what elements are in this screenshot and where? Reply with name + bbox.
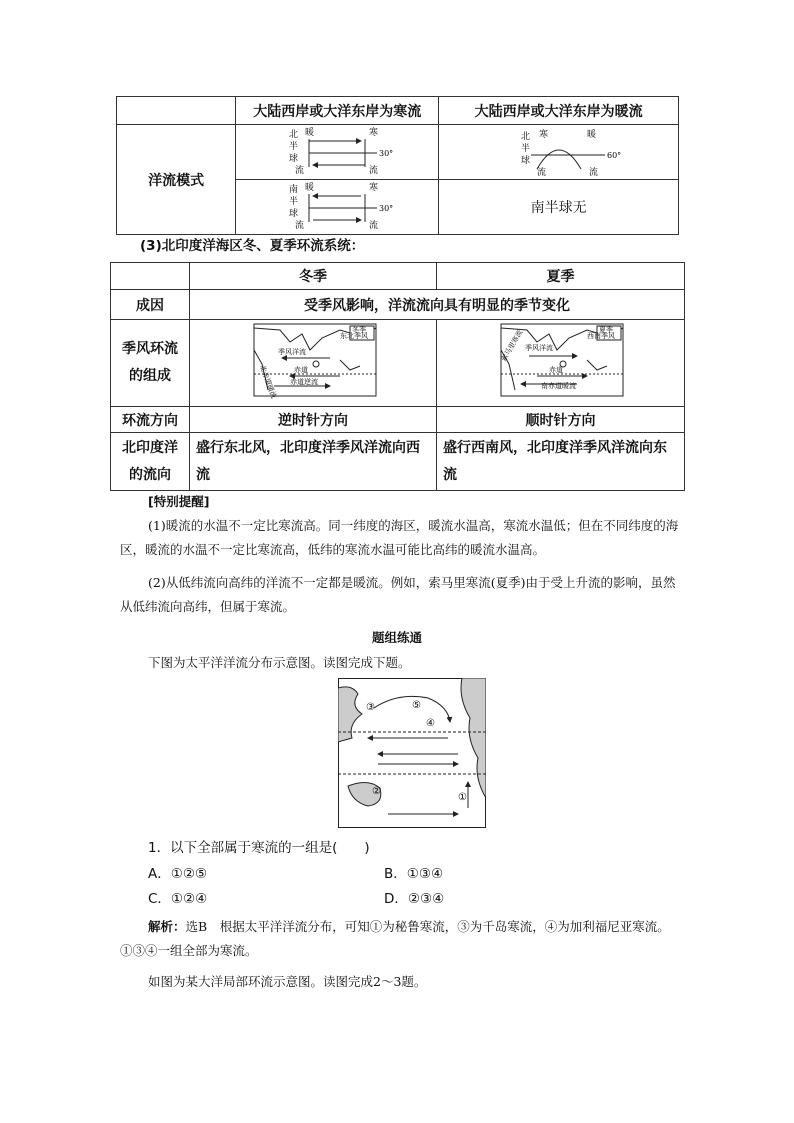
svg-text:寒: 寒 [369, 183, 379, 193]
north-label-1: 北 [289, 130, 299, 140]
svg-text:北: 北 [520, 132, 530, 142]
svg-text:南: 南 [289, 185, 299, 195]
svg-text:暖: 暖 [305, 183, 315, 193]
svg-text:流: 流 [295, 166, 305, 176]
table1-row-label: 洋流模式 [117, 125, 236, 235]
row-composition-label: 季风环流的组成 [111, 320, 190, 407]
map-num-3: ③ [366, 702, 375, 713]
col-summer: 夏季 [437, 263, 685, 290]
svg-text:球: 球 [289, 154, 299, 164]
svg-text:半: 半 [289, 142, 299, 152]
map-num-2: ② [372, 786, 381, 797]
svg-text:流: 流 [369, 221, 379, 231]
svg-text:30°: 30° [379, 149, 394, 158]
q1-stem: 1．以下全部属于寒流的一组是( ) [148, 840, 370, 856]
practice-title: 题组练通 [371, 630, 422, 645]
practice-intro: 下图为太平洋洋流分布示意图。读图完成下题。 [148, 655, 411, 670]
reminder-p2: (2)从低纬流向高纬的洋流不一定都是暖流。例如，索马里寒流(夏季)由于受上升流的影响，虽然从低纬流向高纬，但属于寒流。 [120, 575, 676, 614]
q1-analysis [120, 915, 680, 963]
north-warm-pattern-diagram [439, 125, 679, 180]
svg-text:暖: 暖 [305, 128, 315, 138]
q1-option-d[interactable]: D．②③④ [384, 891, 445, 907]
winter-monsoon-map [190, 320, 437, 407]
summer-monsoon-map [437, 320, 685, 407]
row-cause-label: 成因 [111, 290, 190, 320]
row-flow-label: 北印度洋的流向 [111, 433, 190, 491]
svg-text:球: 球 [520, 156, 530, 166]
svg-text:夏季: 夏季 [599, 326, 613, 334]
svg-text:南赤道暖流: 南赤道暖流 [541, 382, 576, 390]
svg-text:半: 半 [289, 197, 299, 207]
north-cold-pattern-diagram [236, 125, 439, 180]
svg-text:赤道逆流: 赤道逆流 [290, 378, 318, 386]
svg-text:寒: 寒 [369, 128, 379, 138]
svg-text:暖: 暖 [586, 130, 596, 140]
summer-direction: 顺时针方向 [437, 407, 685, 433]
svg-text:球: 球 [289, 209, 299, 219]
q1-option-a[interactable]: A．①②⑤ [148, 866, 208, 882]
reminder-p1: (1)暖流的水温不一定比寒流高。同一纬度的海区，暖流水温高，寒流水温低；但在不同纬度的海区，暖流的水温不一定比寒流高，低纬的寒流水温可能比高纬的暖流水温高。 [120, 518, 679, 557]
pacific-currents-map [338, 678, 486, 828]
svg-text:冬季: 冬季 [352, 326, 366, 334]
winter-flow: 盛行东北风，北印度洋季风洋流向西流 [190, 433, 437, 491]
analysis-text: 选B 根据太平洋洋流分布，可知①为秘鲁寒流，③为千岛寒流，④为加利福尼亚寒流。①③④一组全部为寒流。 [120, 919, 670, 958]
svg-text:赤道: 赤道 [549, 366, 563, 374]
reminder-title: [特别提醒] [148, 494, 210, 509]
row-direction-label: 环流方向 [111, 407, 190, 433]
svg-text:北赤道暖流: 北赤道暖流 [258, 363, 278, 400]
svg-text:60°: 60° [606, 151, 621, 160]
summer-flow: 盛行西南风，北印度洋季风洋流向东流 [437, 433, 685, 491]
south-cold-pattern-diagram [236, 180, 439, 235]
q1-option-b[interactable]: B．①③④ [384, 866, 444, 882]
analysis-label: 解析： [148, 919, 186, 934]
svg-text:流: 流 [369, 166, 379, 176]
winter-direction: 逆时针方向 [190, 407, 437, 433]
indian-ocean-table [110, 262, 685, 491]
south-none-cell: 南半球无 [439, 180, 679, 235]
current-pattern-table [116, 96, 679, 235]
svg-text:季风洋流: 季风洋流 [525, 344, 553, 352]
section3-title: (3)北印度洋海区冬、夏季环流系统： [140, 238, 365, 254]
map-num-5: ⑤ [412, 700, 421, 711]
table1-corner [117, 97, 236, 125]
q1-option-c[interactable]: C．①②④ [148, 891, 208, 907]
svg-text:索马里寒流: 索马里寒流 [499, 328, 525, 363]
svg-text:30°: 30° [379, 204, 394, 213]
svg-text:东北季风: 东北季风 [340, 332, 368, 340]
map-num-4: ④ [426, 718, 435, 729]
svg-text:流: 流 [295, 221, 305, 231]
svg-text:季风洋流: 季风洋流 [278, 348, 306, 356]
next-intro: 如图为某大洋局部环流示意图。读图完成2～3题。 [148, 974, 427, 989]
svg-text:流: 流 [536, 168, 546, 178]
svg-text:寒: 寒 [538, 130, 548, 140]
row-cause-value: 受季风影响，洋流流向具有明显的季节变化 [190, 290, 685, 320]
svg-text:半: 半 [520, 144, 530, 154]
map-num-1: ① [458, 792, 467, 803]
svg-text:赤道: 赤道 [294, 366, 308, 374]
svg-text:流: 流 [588, 168, 598, 178]
svg-text:西南季风: 西南季风 [587, 332, 615, 340]
col-winter: 冬季 [190, 263, 437, 290]
table1-header-cold-west: 大陆西岸或大洋东岸为寒流 [236, 97, 439, 125]
table1-header-warm-west: 大陆西岸或大洋东岸为暖流 [439, 97, 679, 125]
